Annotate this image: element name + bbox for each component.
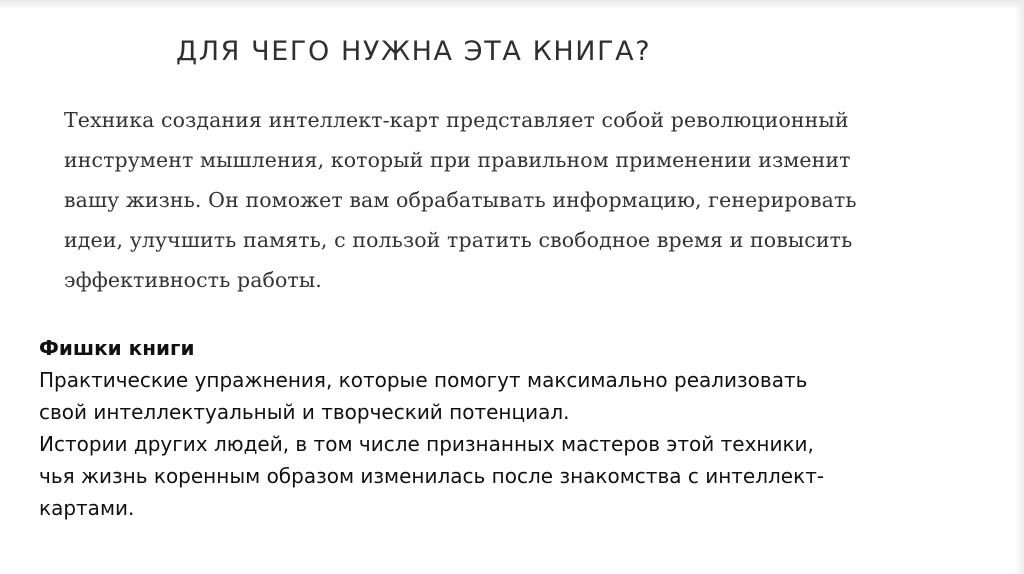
features-line: Истории других людей, в том числе признанных мастеров этой техники, xyxy=(39,432,814,456)
excerpt-line: вашу жизнь. Он поможет вам обрабатывать информацию, генерировать xyxy=(64,188,857,212)
top-edge-shadow xyxy=(0,0,1024,10)
features-title: Фишки книги xyxy=(39,336,195,360)
features-line: картами. xyxy=(39,496,135,520)
features-text xyxy=(39,364,1009,524)
excerpt-body xyxy=(64,100,944,300)
excerpt-line: идеи, улучшить память, с пользой тратить свободное время и повысить xyxy=(64,228,853,252)
excerpt-line: эффективность работы. xyxy=(64,268,322,292)
excerpt-line: инструмент мышления, который при правильном применении изменит xyxy=(64,148,851,172)
features-line: свой интеллектуальный и творческий потенциал. xyxy=(39,400,570,424)
book-features-section xyxy=(39,332,1009,524)
excerpt-line: Техника создания интеллект-карт представляет собой революционный xyxy=(64,108,849,132)
features-line: Практические упражнения, которые помогут максимально реализовать xyxy=(39,368,808,392)
features-line: чья жизнь коренным образом изменилась после знакомства с интеллект- xyxy=(39,464,825,488)
excerpt-heading: ДЛЯ ЧЕГО НУЖНА ЭТА КНИГА? xyxy=(176,36,652,67)
right-edge-shadow xyxy=(1014,0,1024,574)
